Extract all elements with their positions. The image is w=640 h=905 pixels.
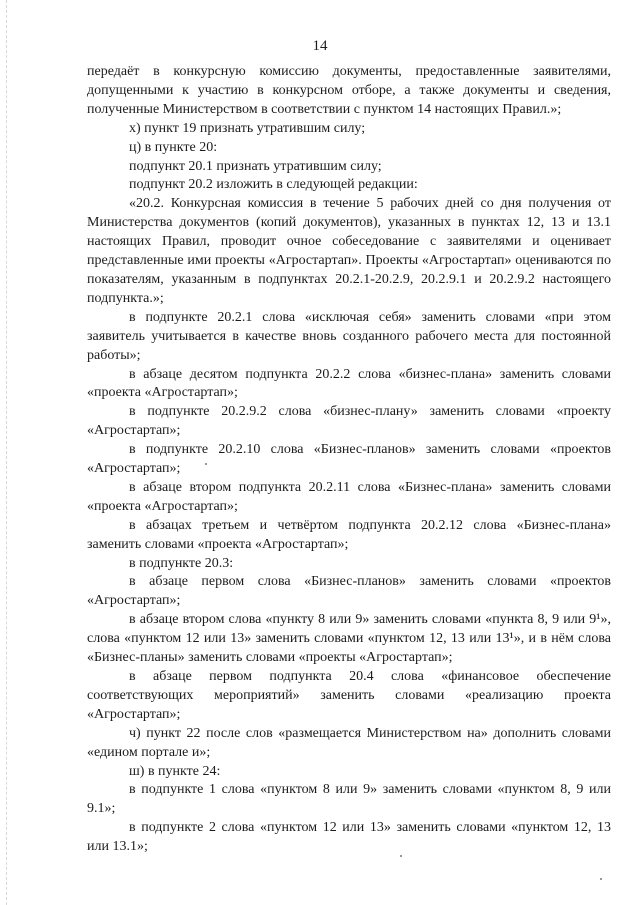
paragraph: в подпункте 2 слова «пунктом 12 или 13» заменить словами «пунктом 12, 13 или 13.1»; (87, 820, 611, 855)
paragraph: в абзаце втором подпункта 20.2.11 слова «Бизнес-плана» заменить словами «проекта «Агростартап»; (87, 479, 611, 514)
scan-speck (400, 855, 402, 857)
paragraph: в подпункте 1 слова «пунктом 8 или 9» заменить словами «пунктом 8, 9 или 9.1»; (87, 782, 611, 817)
paragraph: в подпункте 20.2.10 слова «Бизнес-планов» заменить словами «проектов «Агростартап»; (87, 442, 611, 477)
paragraph: подпункт 20.2 изложить в следующей редакции: (129, 177, 418, 193)
paragraph: в абзаце первом слова «Бизнес-планов» заменить словами «проектов «Агростартап»; (87, 574, 611, 609)
document-body (87, 63, 611, 857)
paragraph: ш) в пункте 24: (129, 763, 221, 779)
page-number: 14 (312, 38, 328, 54)
paragraph: в подпункте 20.2.9.2 слова «бизнес-плану» заменить словами «проекту «Агростартап»; (87, 404, 611, 439)
paragraph: в подпункте 20.3: (129, 555, 234, 571)
paragraph: подпункт 20.1 признать утратившим силу; (129, 158, 382, 174)
paragraph: ч) пункт 22 после слов «размещается Министерством на» дополнить словами «едином портале и»; (87, 725, 611, 760)
paragraph: в подпункте 20.2.1 слова «исключая себя» заменить словами «при этом заявитель учитывается в качестве вновь созданного рабочего места для постоянной работы»; (87, 309, 611, 363)
paragraph: х) пункт 19 признать утратившим силу; (129, 120, 366, 136)
paragraph: в абзаце втором слова «пункту 8 или 9» заменить словами «пункта 8, 9 или 9¹», слова «пунктом 12 или 13» заменить словами «пунктом 12, 13 или 13¹», и в нём слова «Бизнес-планы» заменить словами «проекты «Агростартап»; (87, 612, 611, 666)
paragraph: ц) в пункте 20: (129, 139, 218, 155)
scan-speck (600, 878, 602, 880)
paragraph: в абзаце первом подпункта 20.4 слова «финансовое обеспечение соответствующих мероприятий» заменить словами «реализацию проекта «Агростартап»; (87, 669, 611, 722)
paragraph: в абзацах третьем и четвёртом подпункта 20.2.12 слова «Бизнес-плана» заменить словами «проекта «Агростартап»; (87, 517, 611, 552)
paragraph: передаёт в конкурсную комиссию документы, предоставленные заявителями, допущенными к участию в конкурсном отборе, а также документы и сведения, полученные Министерством в соответствии с пунктом 14 настоящих Правил.»; (87, 64, 611, 117)
scan-speck (205, 463, 207, 465)
paragraph: в абзаце десятом подпункта 20.2.2 слова «бизнес-плана» заменить словами «проекта «Агростартап»; (87, 366, 611, 401)
page-edge (6, 0, 8, 905)
paragraph: «20.2. Конкурсная комиссия в течение 5 рабочих дней со дня получения от Министерства документов (копий документов), указанных в пунктах 12, 13 и 13.1 настоящих Правил, проводит очное собеседование с заявителями и оценивает представленные ими проекты «Агростартап». Проекты «Агростартап» оцениваются по показателям, указанным в подпунктах 20.2.1-20.2.9, 20.2.9.1 и 20.2.9.2 настоящего подпункта.»; (87, 196, 611, 306)
